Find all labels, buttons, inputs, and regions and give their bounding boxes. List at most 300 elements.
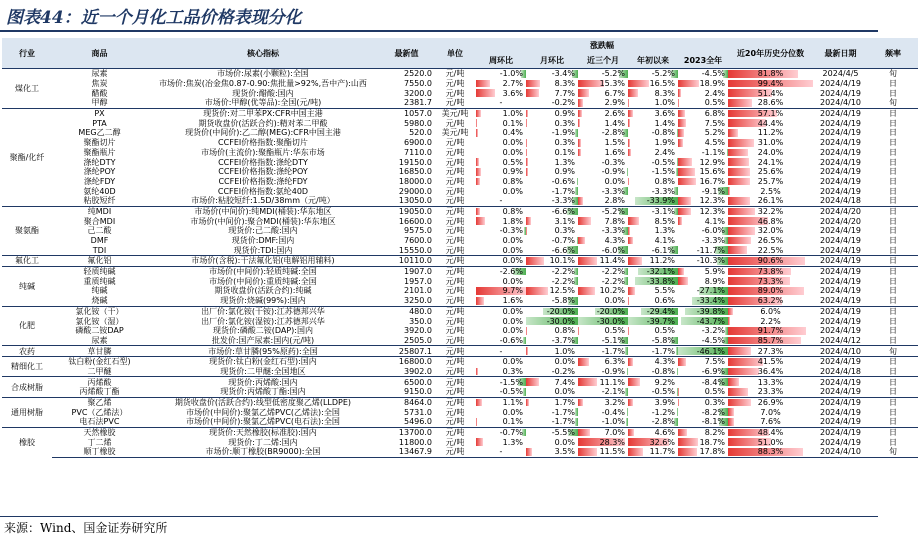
change-y2023-cell [678, 167, 728, 177]
percentile-value: 6.0% [760, 306, 781, 316]
percentile-cell [728, 447, 813, 457]
change-value: 8.2% [704, 428, 726, 438]
indicator-cell: 市场价:粘胶短纤:1.5D/38mm（元/吨） [191, 196, 335, 206]
change-month-cell [526, 186, 578, 196]
change-value: 28.3% [599, 437, 625, 447]
change-value: 16.7% [699, 176, 726, 186]
change-bar [526, 119, 527, 127]
percentile-value: 99.4% [757, 79, 784, 89]
table-row [2, 148, 918, 158]
date-cell: 2024/4/20 [813, 206, 868, 216]
change-value: -10.3% [696, 256, 726, 266]
indicator-cell: 市场价(中间价):聚合MDI(桶装):华东地区 [190, 216, 336, 226]
change-value: 0.5% [502, 157, 523, 167]
price-cell: 2381.7 [404, 98, 432, 108]
indicator-cell: 现货价:醋酸:国内 [232, 88, 294, 98]
price-cell: 520.0 [409, 128, 432, 138]
change-value: 0.0% [604, 176, 625, 186]
price-cell: 2505.0 [404, 335, 432, 345]
change-value: 2.4% [704, 88, 726, 98]
change-value: 0.9% [554, 167, 575, 177]
change-value: -0.9% [601, 167, 625, 177]
change-ytd-cell [628, 407, 678, 417]
change-value: 0.0% [554, 387, 575, 397]
change-month-cell [526, 437, 578, 447]
change-value: 2.6% [604, 109, 625, 119]
product-cell: 己二酸 [87, 226, 112, 236]
change-value: 6.3% [604, 357, 625, 367]
product-cell: 焦炭 [91, 79, 108, 89]
table-row [2, 118, 918, 128]
change-value: -33.8% [646, 276, 675, 286]
indicator-cell: 市场价:尿素(小颗粒):全国 [147, 69, 379, 79]
indicator-cell: 现货价:天然橡胶(标准胶):国内 [147, 427, 379, 437]
change-value: 0.0% [502, 276, 523, 286]
change-value: 2.9% [604, 98, 625, 108]
table-row [2, 427, 918, 437]
date-cell: 2024/4/19 [813, 266, 868, 276]
table-row [2, 326, 918, 336]
indicator-cell: 现货价:TDI:国内 [233, 245, 293, 255]
change-value: 1.1% [502, 398, 523, 408]
change-week-cell [476, 417, 526, 427]
indicator-cell: 现货价:二甲醚:全国地区 [220, 366, 306, 376]
change-value: -6.6% [551, 206, 575, 216]
change-value: -30.0% [596, 316, 625, 326]
unit-cell: 元/吨 [445, 176, 465, 186]
header-freq: 频率 [868, 38, 918, 69]
product-cell: TDI [92, 245, 107, 255]
unit-cell: 元/吨 [445, 417, 465, 427]
change-value: -3.2% [701, 326, 726, 336]
percentile-cell [728, 276, 813, 286]
change-value: -0.3% [601, 157, 625, 167]
change-value: 0.3% [554, 138, 575, 148]
unit-cell: 元/吨 [445, 286, 465, 296]
indicator-cell: CCFEI价格指数:聚酯切片 [218, 138, 308, 148]
change-value: -3.3% [551, 196, 575, 206]
unit-cell: 元/吨 [445, 437, 465, 447]
product-cell: 氨纶40D [83, 186, 116, 196]
change-week-cell [476, 387, 526, 397]
date-cell: 2024/4/5 [813, 69, 868, 79]
freq-cell: 日 [889, 88, 898, 98]
change-week-cell [476, 306, 526, 316]
industry-cell: 聚酯/化纤 [2, 108, 52, 206]
indicator-cell: 期货收盘价(活跃合约):线型低密度聚乙烯(LLDPE) [147, 397, 379, 407]
product-cell: 涤纶DTY [83, 157, 116, 167]
change-bar [526, 110, 528, 118]
table-row [2, 216, 918, 226]
date-cell: 2024/4/19 [820, 128, 862, 138]
change-value: 7.0% [604, 428, 625, 438]
change-week-cell [476, 336, 526, 346]
percentile-value: 31.0% [757, 138, 784, 148]
indicator-cell: 市场价(中间价):轻质纯碱:全国 [147, 266, 379, 276]
unit-cell: 元/吨 [445, 138, 465, 148]
product-cell: 粘胶短纤 [83, 196, 116, 206]
change-value: - [499, 447, 503, 457]
change-value: 2.8% [604, 196, 625, 206]
change-value: 0.5% [704, 387, 726, 397]
table-row [2, 98, 918, 108]
change-value: 15.6% [699, 167, 726, 177]
product-cell: 轻质纯碱 [52, 266, 147, 276]
change-bar [526, 158, 528, 166]
change-value: 7.8% [604, 216, 625, 226]
unit-cell: 元/吨 [434, 346, 476, 357]
change-week-cell [476, 108, 526, 118]
change-ytd-cell [628, 157, 678, 167]
change-value: -46.1% [696, 346, 726, 356]
change-month-cell [526, 417, 578, 427]
date-cell: 2024/4/19 [820, 245, 862, 255]
change-y2023-cell [678, 138, 728, 148]
change-y2023-cell [678, 296, 728, 306]
freq-cell: 日 [868, 356, 918, 366]
change-value: -29.4% [646, 306, 675, 316]
change-month-cell [526, 306, 578, 316]
change-week-cell [476, 88, 526, 98]
freq-cell: 日 [889, 286, 898, 296]
change-ytd-cell [628, 286, 678, 296]
percentile-cell [728, 326, 813, 336]
change-value: -8.1% [701, 417, 726, 427]
header-price: 最新值 [379, 38, 434, 69]
product-cell: PX [52, 108, 147, 118]
product-cell: MEG乙二醇 [78, 128, 121, 138]
change-value: -1.5% [499, 377, 523, 387]
change-y2023-cell [678, 326, 728, 336]
change-y2023-cell [678, 437, 728, 447]
change-bar [628, 227, 630, 235]
change-value: -5.1% [601, 335, 625, 345]
percentile-value: 44.4% [757, 118, 784, 128]
percentile-cell [728, 266, 813, 276]
change-value: 9.7% [502, 286, 523, 296]
change-ytd-cell [628, 108, 678, 118]
change-quarter-cell [578, 437, 628, 447]
header-month: 月环比 [526, 52, 578, 69]
table-row [2, 296, 918, 306]
price-cell: 19150.0 [398, 157, 432, 167]
date-cell: 2024/4/19 [820, 316, 862, 326]
change-value: 11.2% [649, 256, 675, 266]
price-cell: 19050.0 [379, 206, 434, 216]
change-value: 4.3% [654, 357, 675, 367]
change-week-cell [476, 397, 526, 407]
indicator-cell: 市场价:甲醇(优等品):全国(元/吨) [204, 98, 322, 108]
change-value: -1.7% [551, 417, 575, 427]
change-bar [476, 418, 477, 426]
change-value: 0.0% [502, 256, 523, 266]
price-cell: 7110.0 [404, 147, 432, 157]
change-month-cell [526, 356, 578, 366]
product-cell: 烧碱 [91, 296, 108, 306]
change-value: -3.3% [601, 186, 625, 196]
change-quarter-cell [578, 266, 628, 276]
change-value: -1.0% [601, 417, 625, 427]
change-y2023-cell [678, 148, 728, 158]
product-cell: 聚乙烯 [52, 397, 147, 407]
unit-cell: 元/吨 [445, 196, 465, 206]
change-week-cell [476, 148, 526, 158]
product-cell: 尿素 [91, 335, 108, 345]
percentile-cell [728, 148, 813, 158]
change-value: 11.5% [599, 447, 625, 457]
freq-cell: 日 [868, 206, 918, 216]
table-row [2, 437, 918, 447]
title-rule [0, 30, 878, 32]
freq-cell: 日 [889, 138, 898, 148]
change-ytd-cell [628, 167, 678, 177]
change-quarter-cell [578, 367, 628, 377]
change-value: -1.0% [499, 69, 523, 79]
bottom-rule [0, 516, 878, 517]
change-value: 0.5% [604, 326, 625, 336]
change-value: -33.9% [646, 196, 675, 206]
change-bar [628, 327, 629, 335]
change-value: 11.4% [599, 256, 625, 266]
price-cell: 10110.0 [379, 256, 434, 267]
change-quarter-cell [578, 138, 628, 148]
change-quarter-cell [578, 69, 628, 79]
freq-cell: 日 [889, 186, 898, 196]
change-week-cell [476, 118, 526, 128]
unit-cell: 元/吨 [445, 79, 465, 89]
unit-cell: 元/吨 [434, 397, 476, 407]
industry-cell: 聚氨酯 [2, 206, 52, 255]
table-row [2, 128, 918, 138]
percentile-cell [728, 367, 813, 377]
change-value: -4.5% [701, 335, 726, 345]
change-value: 17.8% [699, 447, 726, 457]
change-quarter-cell [578, 417, 628, 427]
change-ytd-cell [628, 306, 678, 316]
change-y2023-cell [678, 186, 728, 196]
change-week-cell [476, 316, 526, 326]
change-quarter-cell [578, 98, 628, 108]
change-value: 1.0% [554, 346, 575, 356]
change-value: 5.2% [704, 128, 726, 138]
change-quarter-cell [578, 336, 628, 346]
date-cell: 2024/4/12 [820, 335, 862, 345]
unit-cell: 元/吨 [445, 216, 465, 226]
change-value: 0.5% [704, 98, 726, 108]
percentile-value: 57.1% [757, 109, 784, 119]
table-row [2, 316, 918, 326]
change-ytd-cell [628, 326, 678, 336]
freq-cell: 日 [889, 216, 898, 226]
change-value: -33.4% [696, 296, 726, 306]
change-ytd-cell [628, 186, 678, 196]
change-value: -1.9% [551, 128, 575, 138]
freq-cell: 日 [889, 387, 898, 397]
price-cell: 1957.0 [404, 276, 432, 286]
unit-cell: 元/吨 [445, 147, 465, 157]
change-month-cell [526, 346, 578, 357]
change-y2023-cell [678, 356, 728, 366]
change-bar [628, 99, 629, 107]
freq-cell: 日 [889, 176, 898, 186]
change-value: - [499, 346, 503, 356]
percentile-cell [728, 157, 813, 167]
table-row [2, 206, 918, 216]
change-bar [476, 119, 477, 127]
freq-cell: 日 [889, 147, 898, 157]
product-cell: PVC（乙烯法） [71, 407, 128, 417]
change-month-cell [526, 387, 578, 397]
percentile-cell [728, 296, 813, 306]
change-quarter-cell [578, 397, 628, 407]
header-week: 周环比 [476, 52, 526, 69]
change-month-cell [526, 128, 578, 138]
price-cell: 2520.0 [379, 69, 434, 79]
indicator-cell: 现货价:己二酸:国内 [228, 226, 298, 236]
change-value: 4.3% [604, 236, 625, 246]
change-value: -3.7% [551, 335, 575, 345]
date-cell: 2024/4/19 [820, 88, 862, 98]
change-quarter-cell [578, 256, 628, 267]
unit-cell: 元/吨 [445, 88, 465, 98]
change-value: -1.7% [651, 346, 675, 356]
change-value: 0.3% [704, 398, 726, 408]
change-quarter-cell [578, 206, 628, 216]
change-month-cell [526, 326, 578, 336]
change-month-cell [526, 427, 578, 437]
freq-cell: 日 [868, 427, 918, 437]
indicator-cell: 现货价:对二甲苯PX:CFR中国主港 [147, 108, 379, 118]
change-value: -0.3% [499, 226, 523, 236]
change-quarter-cell [578, 177, 628, 187]
freq-cell: 日 [889, 79, 898, 89]
industry-cell: 纯碱 [2, 266, 52, 306]
change-value: 8.9% [704, 276, 726, 286]
change-value: 0.0% [502, 147, 523, 157]
price-cell: 7550.0 [404, 79, 432, 89]
change-value: -20.0% [546, 306, 575, 316]
product-cell: 丁二烯 [87, 437, 112, 447]
change-week-cell [476, 276, 526, 286]
unit-cell: 元/吨 [445, 326, 465, 336]
change-ytd-cell [628, 336, 678, 346]
change-value: 3.2% [604, 398, 625, 408]
change-ytd-cell [628, 387, 678, 397]
change-ytd-cell [628, 316, 678, 326]
change-y2023-cell [678, 206, 728, 216]
table-row [2, 276, 918, 286]
change-value: -5.2% [651, 69, 675, 79]
change-quarter-cell [578, 427, 628, 437]
change-quarter-cell [578, 447, 628, 457]
change-week-cell [476, 437, 526, 447]
change-week-cell [476, 356, 526, 366]
change-week-cell [476, 138, 526, 148]
change-value: 4.6% [654, 428, 675, 438]
change-month-cell [526, 407, 578, 417]
change-value: 7.5% [704, 357, 726, 367]
change-value: 12.3% [699, 196, 726, 206]
unit-cell: 元/吨 [434, 69, 476, 79]
change-value: -0.4% [601, 407, 625, 417]
percentile-value: 13.3% [757, 377, 784, 387]
percentile-cell [728, 138, 813, 148]
price-cell: 9575.0 [404, 226, 432, 236]
percentile-value: 28.6% [757, 98, 784, 108]
change-y2023-cell [678, 387, 728, 397]
change-month-cell [526, 216, 578, 226]
change-value: 11.7% [649, 447, 675, 457]
change-bar [526, 168, 528, 176]
change-ytd-cell [628, 206, 678, 216]
change-value: 5.5% [654, 286, 675, 296]
date-cell: 2024/4/19 [813, 108, 868, 118]
change-week-cell [476, 266, 526, 276]
header-industry: 行业 [2, 38, 52, 69]
change-value: 15.3% [599, 79, 625, 89]
product-cell: 丙烯酸 [52, 377, 147, 387]
header-2023: 2023全年 [678, 52, 728, 69]
change-month-cell [526, 167, 578, 177]
change-quarter-cell [578, 236, 628, 246]
percentile-cell [728, 245, 813, 255]
change-value: -3.1% [651, 206, 675, 216]
product-cell: 涤纶FDY [83, 176, 116, 186]
change-month-cell [526, 447, 578, 457]
change-month-cell [526, 276, 578, 286]
change-value: -4.5% [701, 69, 726, 79]
change-value: 0.4% [502, 128, 523, 138]
change-week-cell [476, 286, 526, 296]
change-value: 3.6% [654, 109, 675, 119]
percentile-value: 22.5% [757, 245, 784, 255]
indicator-cell: 现货价:丁二烯:国内 [228, 437, 298, 447]
change-y2023-cell [678, 306, 728, 316]
header-indicator: 核心指标 [147, 38, 379, 69]
change-value: -6.0% [701, 226, 726, 236]
figure-title: 图表44：近一个月化工品价格表现分化 [6, 8, 302, 28]
change-value: -0.2% [551, 98, 575, 108]
table-row [2, 186, 918, 196]
change-value: -1.2% [651, 407, 675, 417]
indicator-cell: 市场价(中间价):聚氯乙烯PVC(乙烯法):全国 [186, 407, 340, 417]
date-cell: 2024/4/19 [820, 147, 862, 157]
price-cell: 16850.0 [398, 167, 432, 177]
change-value: 0.3% [502, 366, 523, 376]
change-month-cell [526, 88, 578, 98]
date-cell: 2024/4/10 [813, 346, 868, 357]
product-cell: 甲醇 [91, 98, 108, 108]
indicator-cell: 市场价(中间价):纯MDI(桶装):华东地区 [147, 206, 379, 216]
change-value: 1.3% [554, 157, 575, 167]
change-value: -1.1% [701, 147, 726, 157]
change-week-cell [476, 98, 526, 108]
change-week-cell [476, 167, 526, 177]
price-cell: 15550.0 [398, 245, 432, 255]
change-y2023-cell [678, 88, 728, 98]
price-cell: 8464.0 [379, 397, 434, 407]
change-value: 10.2% [599, 286, 625, 296]
indicator-cell: 市场价(中间价):重质纯碱:全国 [209, 276, 317, 286]
change-value: -3.3% [651, 186, 675, 196]
date-cell: 2024/4/19 [820, 167, 862, 177]
percentile-cell [728, 356, 813, 366]
change-y2023-cell [678, 98, 728, 108]
change-value: 1.4% [604, 118, 625, 128]
industry-cell: 农药 [2, 346, 52, 357]
header-unit: 单位 [434, 38, 476, 69]
percentile-value: 91.7% [757, 326, 784, 336]
